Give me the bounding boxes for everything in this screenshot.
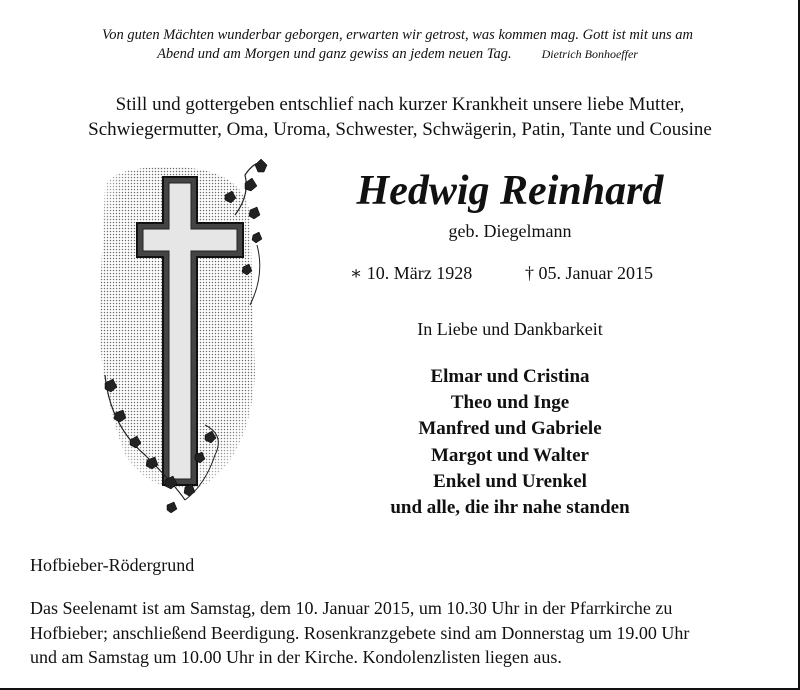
notice-line-3: und am Samstag um 10.00 Uhr in der Kirche. Kondolenzlisten liegen aus.	[30, 647, 562, 667]
intro-text	[20, 92, 780, 142]
birth-date: ∗ 10. März 1928	[350, 263, 473, 283]
mourner-entry: Enkel und Urenkel	[433, 470, 587, 492]
notice-line-1: Das Seelenamt ist am Samstag, dem 10. Januar 2015, um 10.30 Uhr in der Pfarrkirche zu	[30, 598, 673, 618]
place-name: Hofbieber-Rödergrund	[30, 555, 195, 575]
mourners-list	[300, 364, 720, 521]
bonhoeffer-quote	[40, 26, 755, 64]
intro-line-2: Schwiegermutter, Oma, Uroma, Schwester, Schwägerin, Patin, Tante und Cousine	[88, 119, 712, 140]
intro-line-1: Still und gottergeben entschlief nach kurzer Krankheit unsere liebe Mutter,	[115, 94, 685, 115]
notice-line-2: Hofbieber; anschließend Beerdigung. Rosenkranzgebete sind am Donnerstag um 19.00 Uhr	[30, 622, 690, 643]
quote-author: Dietrich Bonhoeffer	[541, 47, 638, 61]
mourner-entry: Theo und Inge	[450, 392, 570, 414]
mourner-entry: Elmar und Cristina	[430, 366, 590, 387]
cross-icon	[85, 155, 275, 525]
mourner-entry: und alle, die ihr nahe standen	[390, 497, 630, 519]
service-notice	[30, 596, 782, 670]
quote-line-2	[40, 45, 755, 64]
mourner-entry: Manfred und Gabriele	[418, 418, 602, 440]
quote-line-2-text: Abend und am Morgen und ganz gewiss an jedem neuen Tag.	[157, 46, 512, 62]
deceased-name: Hedwig Reinhard	[356, 168, 664, 214]
mourner-entry: Margot und Walter	[431, 444, 589, 466]
cross-with-ivy-illustration	[85, 155, 275, 525]
quote-line-1: Von guten Mächten wunderbar geborgen, erwarten wir getrost, was kommen mag. Gott ist mit uns am	[102, 27, 693, 43]
death-date: † 05. Januar 2015	[525, 263, 653, 283]
dedication: In Liebe und Dankbarkeit	[417, 319, 603, 339]
maiden-name: geb. Diegelmann	[448, 221, 572, 241]
